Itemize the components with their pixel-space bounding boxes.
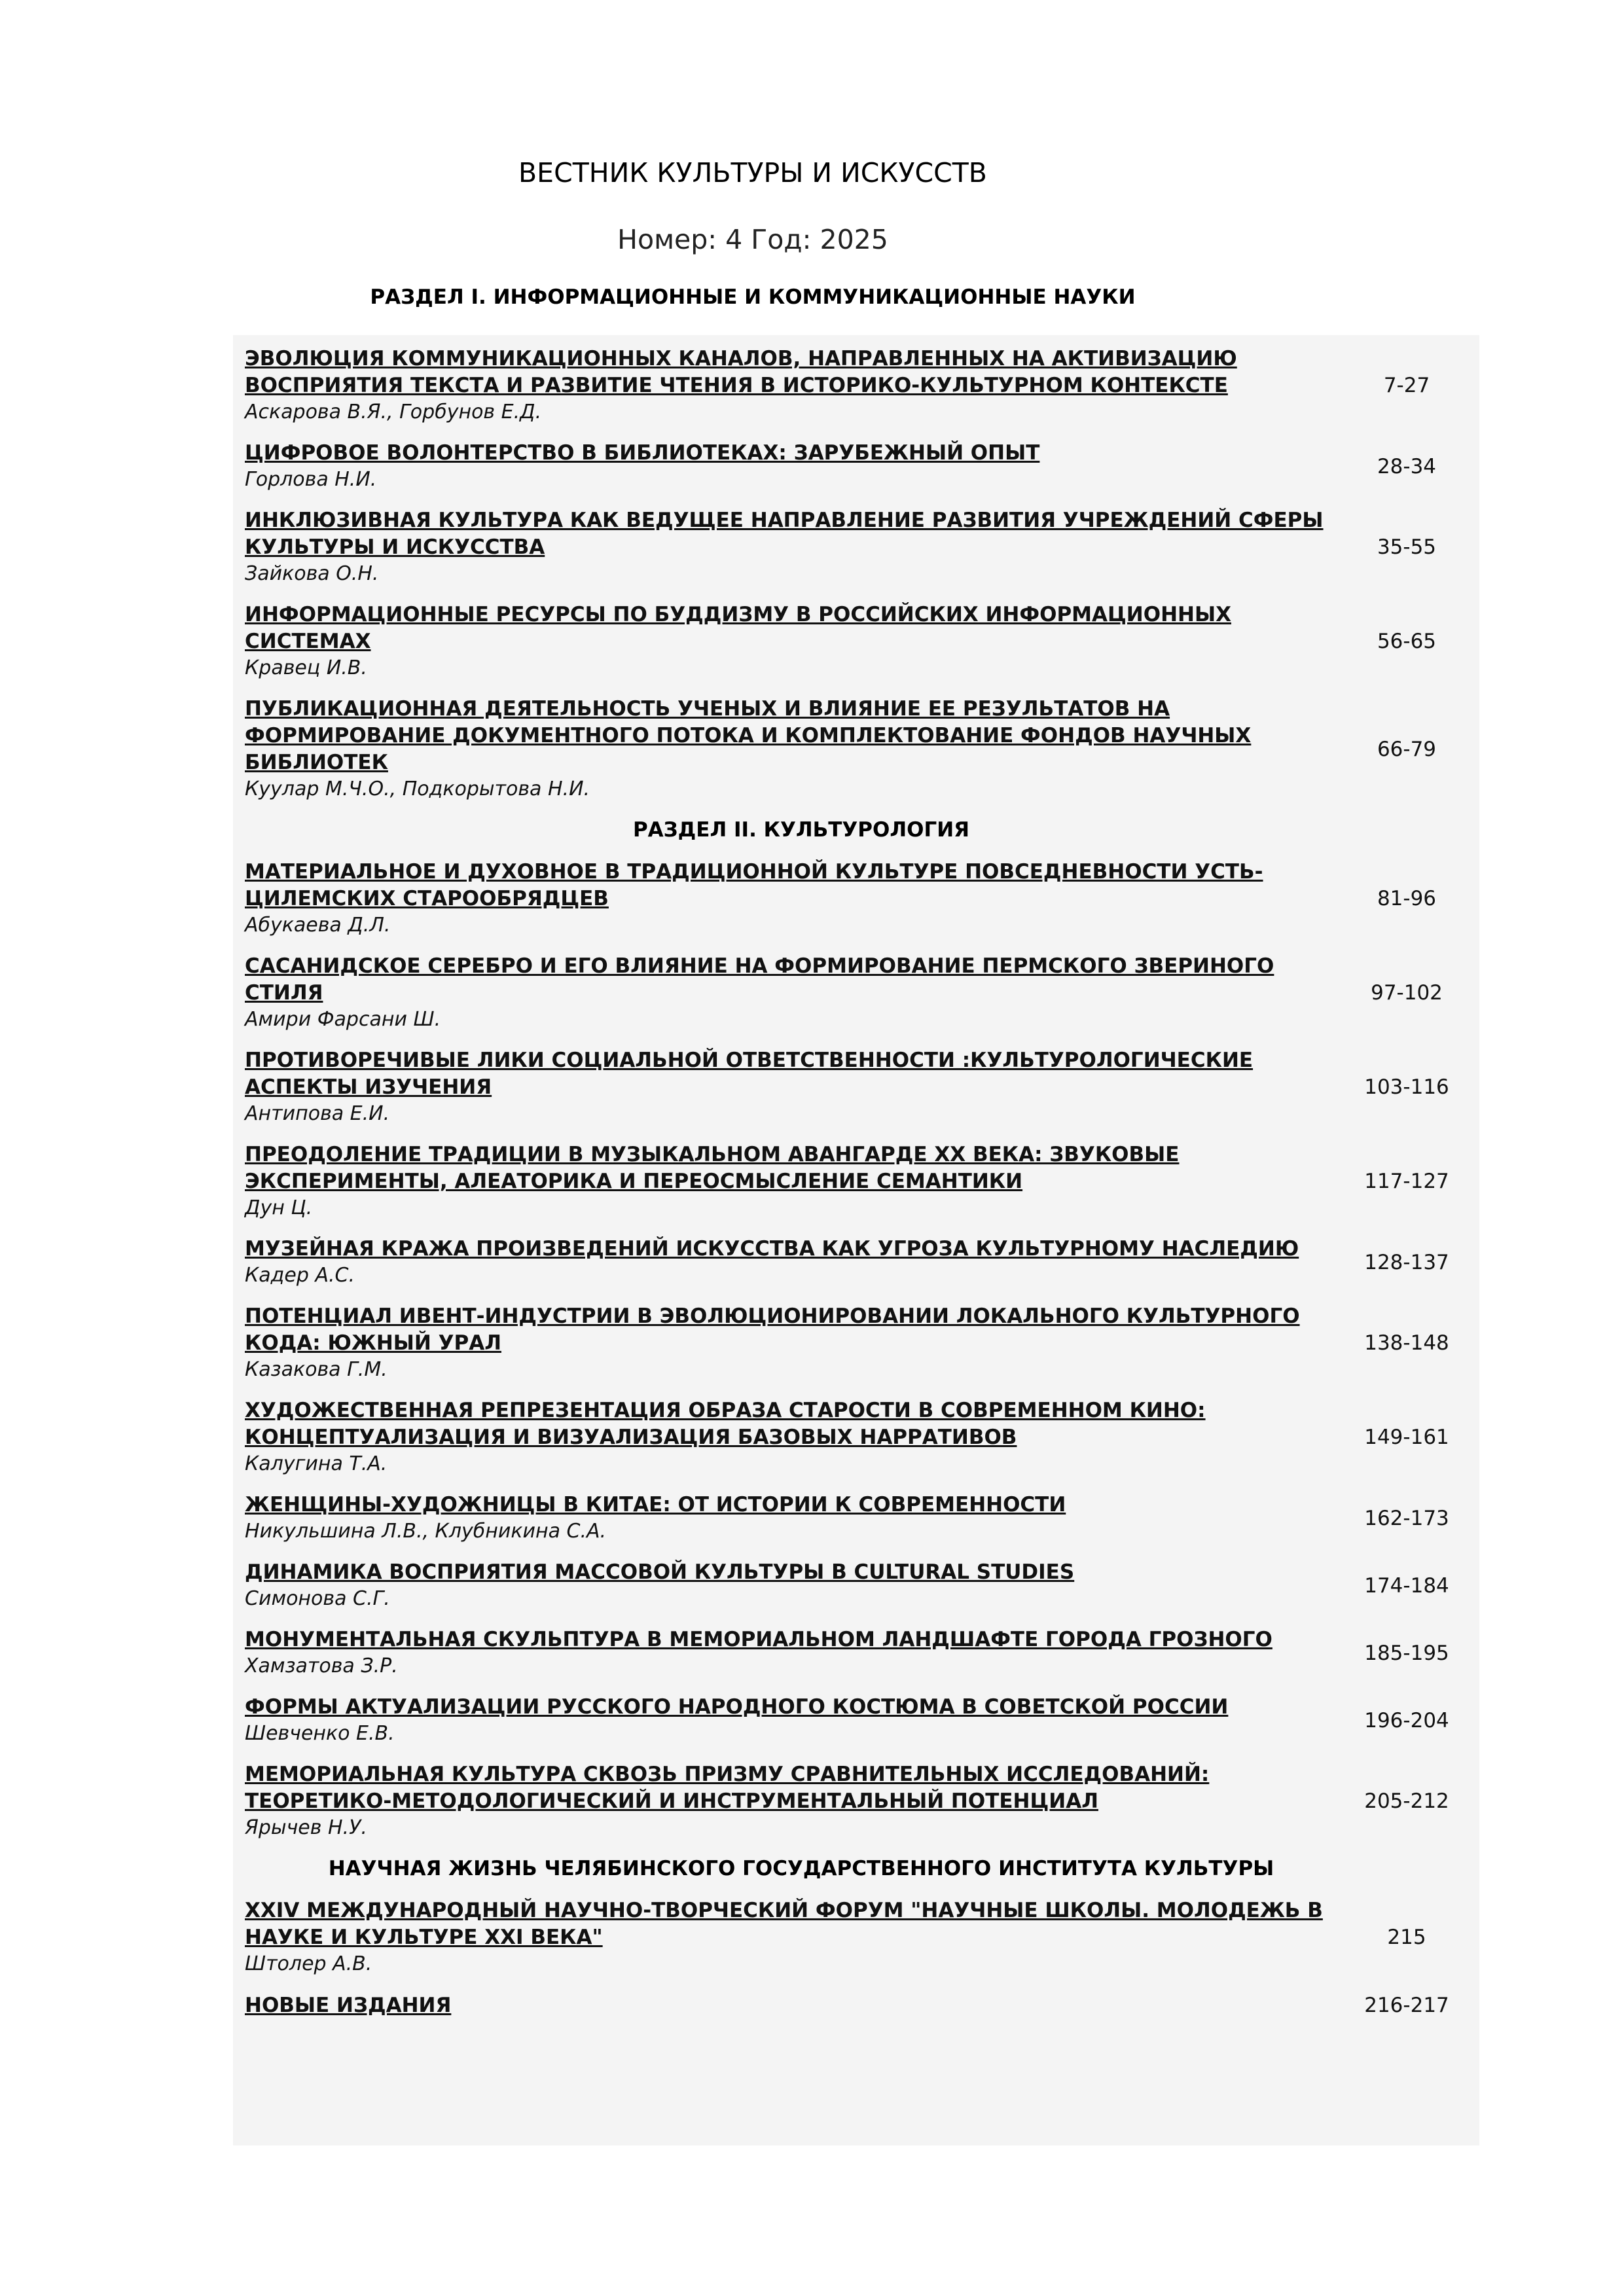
entry-text	[245, 1694, 1358, 1747]
toc-entry	[245, 1694, 1475, 1747]
article-pages: 103-116	[1364, 1075, 1449, 1099]
toc-entry	[245, 953, 1475, 1033]
article-pages: 138-148	[1364, 1331, 1449, 1355]
article-title-link[interactable]: ЦИФРОВОЕ ВОЛОНТЕРСТВО В БИБЛИОТЕКАХ: ЗАРУБЕЖНЫЙ ОПЫТ	[245, 441, 1040, 465]
article-pages: 149-161	[1364, 1426, 1449, 1449]
article-title-link[interactable]: ПУБЛИКАЦИОННАЯ ДЕЯТЕЛЬНОСТЬ УЧЕНЫХ И ВЛИЯНИЕ ЕЕ РЕЗУЛЬТАТОВ НА ФОРМИРОВАНИЕ ДОКУМЕНТНОГО ПОТОКА И КОМПЛЕКТОВАНИЕ ФОНДОВ НАУЧНЫХ БИБЛИОТЕК	[245, 697, 1252, 774]
entry-text	[245, 1141, 1358, 1221]
article-authors: Никульшина Л.В., Клубникина С.А.	[245, 1520, 607, 1543]
entry-text	[245, 507, 1358, 587]
article-authors: Абукаева Д.Л.	[245, 914, 391, 937]
toc-entry	[245, 1047, 1475, 1127]
article-pages: 28-34	[1377, 454, 1437, 478]
article-title-link[interactable]: ФОРМЫ АКТУАЛИЗАЦИИ РУССКОГО НАРОДНОГО КОСТЮМА В СОВЕТСКОЙ РОССИИ	[245, 1695, 1229, 1719]
article-title-link[interactable]: ПРЕОДОЛЕНИЕ ТРАДИЦИИ В МУЗЫКАЛЬНОМ АВАНГАРДЕ XX ВЕКА: ЗВУКОВЫЕ ЭКСПЕРИМЕНТЫ, АЛЕАТОРИКА И ПЕРЕОСМЫСЛЕНИЕ СЕМАНТИКИ	[245, 1143, 1180, 1193]
entry-text	[245, 346, 1358, 425]
toc-entry	[245, 1559, 1475, 1612]
article-pages: 128-137	[1364, 1250, 1449, 1274]
table-of-contents	[233, 335, 1479, 2145]
article-title-link[interactable]: ХУДОЖЕСТВЕННАЯ РЕПРЕЗЕНТАЦИЯ ОБРАЗА СТАРОСТИ В СОВРЕМЕННОМ КИНО: КОНЦЕПТУАЛИЗАЦИЯ И ВИЗУАЛИЗАЦИЯ БАЗОВЫХ НАРРАТИВОВ	[245, 1399, 1206, 1449]
article-pages: 162-173	[1364, 1506, 1449, 1530]
entry-text	[245, 1492, 1358, 1545]
article-authors: Кравец И.В.	[245, 656, 367, 679]
toc-entry	[245, 1626, 1475, 1679]
entry-text	[245, 1303, 1358, 1383]
entry-text	[245, 601, 1358, 681]
article-title-link[interactable]: ЭВОЛЮЦИЯ КОММУНИКАЦИОННЫХ КАНАЛОВ, НАПРАВЛЕННЫХ НА АКТИВИЗАЦИЮ ВОСПРИЯТИЯ ТЕКСТА И РАЗВИТИЕ ЧТЕНИЯ В ИСТОРИКО-КУЛЬТУРНОМ КОНТЕКСТЕ	[245, 347, 1237, 397]
article-title-link[interactable]: XXIV МЕЖДУНАРОДНЫЙ НАУЧНО-ТВОРЧЕСКИЙ ФОРУМ "НАУЧНЫЕ ШКОЛЫ. МОЛОДЕЖЬ В НАУКЕ И КУЛЬТУРЕ XXI ВЕКА"	[245, 1899, 1323, 1949]
article-pages: 81-96	[1377, 887, 1437, 910]
toc-entry	[245, 859, 1475, 939]
article-authors: Зайкова О.Н.	[245, 562, 379, 585]
article-pages: 185-195	[1364, 1641, 1449, 1665]
article-pages: 205-212	[1364, 1789, 1449, 1813]
article-authors: Горлова Н.И.	[245, 468, 377, 491]
entry-text	[245, 1626, 1358, 1679]
section-heading-3: НАУЧНАЯ ЖИЗНЬ ЧЕЛЯБИНСКОГО ГОСУДАРСТВЕННОГО ИНСТИТУТА КУЛЬТУРЫ	[328, 1857, 1274, 1880]
article-title-link[interactable]: МОНУМЕНТАЛЬНАЯ СКУЛЬПТУРА В МЕМОРИАЛЬНОМ ЛАНДШАФТЕ ГОРОДА ГРОЗНОГО	[245, 1628, 1272, 1651]
article-title-link[interactable]: МАТЕРИАЛЬНОЕ И ДУХОВНОЕ В ТРАДИЦИОННОЙ КУЛЬТУРЕ ПОВСЕДНЕВНОСТИ УСТЬ-ЦИЛЕМСКИХ СТАРООБРЯДЦЕВ	[245, 860, 1263, 910]
entry-text	[245, 1761, 1358, 1841]
entry-text	[245, 1236, 1358, 1289]
issue-info: Номер: 4 Год: 2025	[617, 224, 888, 255]
journal-title: ВЕСТНИК КУЛЬТУРЫ И ИСКУССТВ	[518, 157, 987, 188]
entry-text	[245, 953, 1358, 1033]
article-authors: Шевченко Е.В.	[245, 1722, 395, 1745]
article-authors: Ярычев Н.У.	[245, 1816, 367, 1839]
article-pages: 66-79	[1377, 737, 1437, 761]
article-pages: 215	[1387, 1926, 1426, 1949]
toc-entry	[245, 1303, 1475, 1383]
article-pages: 196-204	[1364, 1708, 1449, 1732]
entry-text	[245, 859, 1358, 939]
toc-entry	[245, 507, 1475, 587]
toc-entry	[245, 440, 1475, 493]
article-title-link[interactable]: ЖЕНЩИНЫ-ХУДОЖНИЦЫ В КИТАЕ: ОТ ИСТОРИИ К СОВРЕМЕННОСТИ	[245, 1493, 1066, 1516]
toc-entry	[245, 1992, 1475, 2019]
article-title-link[interactable]: ИНФОРМАЦИОННЫЕ РЕСУРСЫ ПО БУДДИЗМУ В РОССИЙСКИХ ИНФОРМАЦИОННЫХ СИСТЕМАХ	[245, 603, 1231, 653]
section-heading-2: РАЗДЕЛ II. КУЛЬТУРОЛОГИЯ	[632, 818, 970, 842]
article-authors: Казакова Г.М.	[245, 1358, 388, 1381]
toc-entry	[245, 696, 1475, 802]
article-authors: Хамзатова З.Р.	[245, 1655, 398, 1677]
article-pages: 97-102	[1371, 981, 1443, 1005]
article-authors: Кадер А.С.	[245, 1264, 355, 1287]
article-pages: 174-184	[1364, 1573, 1449, 1598]
article-pages: 7-27	[1383, 374, 1430, 397]
article-pages: 35-55	[1377, 535, 1437, 559]
entry-text	[245, 1897, 1358, 1977]
article-authors: Аскарова В.Я., Горбунов Е.Д.	[245, 401, 542, 423]
article-authors: Штолер А.В.	[245, 1952, 372, 1975]
article-title-link[interactable]: МУЗЕЙНАЯ КРАЖА ПРОИЗВЕДЕНИЙ ИСКУССТВА КАК УГРОЗА КУЛЬТУРНОМУ НАСЛЕДИЮ	[245, 1237, 1299, 1261]
article-title-link[interactable]: НОВЫЕ ИЗДАНИЯ	[245, 1993, 452, 2017]
toc-entry	[245, 1397, 1475, 1477]
toc-entry	[245, 1897, 1475, 1977]
toc-entry	[245, 1141, 1475, 1221]
article-title-link[interactable]: ДИНАМИКА ВОСПРИЯТИЯ МАССОВОЙ КУЛЬТУРЫ В CULTURAL STUDIES	[245, 1560, 1075, 1584]
toc-entry	[245, 346, 1475, 425]
toc-entry	[245, 601, 1475, 681]
article-pages: 56-65	[1377, 630, 1437, 653]
article-authors: Симонова С.Г.	[245, 1587, 390, 1610]
article-title-link[interactable]: ПРОТИВОРЕЧИВЫЕ ЛИКИ СОЦИАЛЬНОЙ ОТВЕТСТВЕННОСТИ :КУЛЬТУРОЛОГИЧЕСКИЕ АСПЕКТЫ ИЗУЧЕНИЯ	[245, 1049, 1254, 1099]
article-authors: Куулар М.Ч.О., Подкорытова Н.И.	[245, 778, 590, 800]
section-heading-1: РАЗДЕЛ I. ИНФОРМАЦИОННЫЕ И КОММУНИКАЦИОННЫЕ НАУКИ	[370, 285, 1136, 309]
article-pages: 117-127	[1364, 1170, 1449, 1193]
entry-text	[245, 1992, 1358, 2019]
article-title-link[interactable]: ИНКЛЮЗИВНАЯ КУЛЬТУРА КАК ВЕДУЩЕЕ НАПРАВЛЕНИЕ РАЗВИТИЯ УЧРЕЖДЕНИЙ СФЕРЫ КУЛЬТУРЫ И ИСКУССТВА	[245, 509, 1324, 559]
entry-text	[245, 1047, 1358, 1127]
toc-entry	[245, 1761, 1475, 1841]
article-authors: Калугина Т.А.	[245, 1452, 388, 1475]
article-authors: Антипова Е.И.	[245, 1102, 390, 1125]
article-pages: 216-217	[1364, 1994, 1449, 2017]
entry-text	[245, 440, 1358, 493]
article-title-link[interactable]: ПОТЕНЦИАЛ ИВЕНТ-ИНДУСТРИИ В ЭВОЛЮЦИОНИРОВАНИИ ЛОКАЛЬНОГО КУЛЬТУРНОГО КОДА: ЮЖНЫЙ УРАЛ	[245, 1304, 1300, 1355]
entry-text	[245, 696, 1358, 802]
entry-text	[245, 1559, 1358, 1612]
toc-list	[245, 346, 1475, 2034]
article-authors: Амири Фарсани Ш.	[245, 1008, 441, 1031]
article-title-link[interactable]: САСАНИДСКОЕ СЕРЕБРО И ЕГО ВЛИЯНИЕ НА ФОРМИРОВАНИЕ ПЕРМСКОГО ЗВЕРИНОГО СТИЛЯ	[245, 954, 1274, 1005]
article-title-link[interactable]: МЕМОРИАЛЬНАЯ КУЛЬТУРА СКВОЗЬ ПРИЗМУ СРАВНИТЕЛЬНЫХ ИССЛЕДОВАНИЙ: ТЕОРЕТИКО-МЕТОДОЛОГИЧЕСКИЙ И ИНСТРУМЕНТАЛЬНЫЙ ПОТЕНЦИАЛ	[245, 1763, 1210, 1813]
article-authors: Дун Ц.	[245, 1196, 313, 1219]
toc-entry	[245, 1492, 1475, 1545]
toc-entry	[245, 1236, 1475, 1289]
entry-text	[245, 1397, 1358, 1477]
